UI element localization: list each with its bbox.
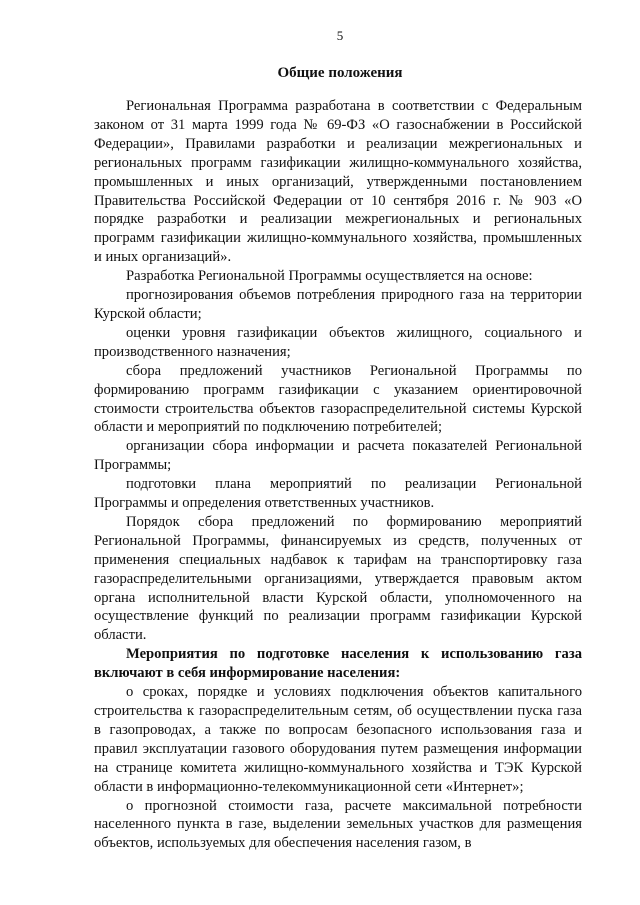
document-page <box>94 28 582 853</box>
paragraph-assessment: оценки уровня газификации объектов жилищного, социального и производственного назначения; <box>94 324 582 360</box>
section-heading: Общие положения <box>277 65 403 81</box>
page-number: 5 <box>336 28 344 43</box>
paragraph-gas-cost: о прогнозной стоимости газа, расчете максимальной потребности населенного пункта в газе, выделении земельных участков для размещения объектов, используемых для обеспечения населения газом, в <box>94 797 582 852</box>
paragraph-connection-info: о сроках, порядке и условиях подключения объектов капитального строительства к газораспределительным сетям, об осуществлении пуска газа в газопроводах, а также по вопросам безопасного использования газа и правил эксплуатации газового оборудования путем размещения информации на странице комитета жилищно-коммунального хозяйства и ТЭК Курской области в информационно-телекоммуникационной сети «Интернет»; <box>94 684 582 795</box>
paragraph-forecasting: прогнозирования объемов потребления природного газа на территории Курской области; <box>94 287 582 322</box>
paragraph-development-basis: Разработка Региональной Программы осуществляется на основе: <box>126 268 533 285</box>
paragraph-information-collection: организации сбора информации и расчета показателей Региональной Программы; <box>94 438 582 474</box>
paragraph-legal-basis: Региональная Программа разработана в соответствии с Федеральным законом от 31 марта 1999 года № 69-ФЗ «О газоснабжении в Российской Федерации», Правилами разработки и реализации межрегиональных и региональных программ газификации жилищно-коммунального хозяйства, промышленных и иных организаций, утвержденными постановлением Правительства Российской Федерации от 10 сентября 2016 г. № 903 «О порядке разработки и реализации межрегиональных и региональных программ газификации жилищно-коммунального хозяйства, промышленных и иных организаций». <box>94 98 582 266</box>
paragraph-action-plan: подготовки плана мероприятий по реализации Региональной Программы и определения ответственных участников. <box>94 476 582 512</box>
paragraph-population-measures: Мероприятия по подготовке населения к использованию газа включают в себя информирование населения: <box>94 646 582 682</box>
paragraph-collection-procedure: Порядок сбора предложений по формированию мероприятий Региональной Программы, финансируемых из средств, полученных от применения специальных надбавок к тарифам на транспортировку газа газораспределительными организациями, утверждается правовым актом органа исполнительной власти Курской области, уполномоченного на осуществление функций по реализации программ газификации Курской области. <box>94 513 582 644</box>
paragraph-proposals: сбора предложений участников Региональной Программы по формированию программ газификации с указанием ориентировочной стоимости строительства объектов газораспределительной системы Курской области и мероприятий по подключению потребителей; <box>94 362 582 436</box>
